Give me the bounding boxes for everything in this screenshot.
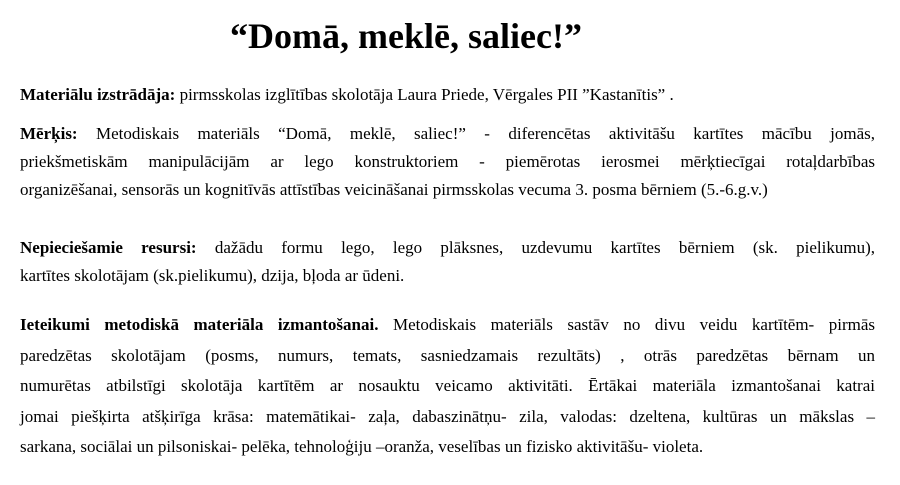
goal-line-3: organizēšanai, sensorās un kognitīvās attīstības veicināšanai pirmsskolas vecuma 3. posma bērniem (5.-6.g.v.) xyxy=(20,180,768,199)
recommendations-label: Ieteikumi metodiskā materiāla izmantošanai. xyxy=(20,315,379,334)
goal-label: Mērķis: xyxy=(20,124,78,143)
recommendations-line-3: numurētas atbilstīgi skolotāja kartītēm ar nosauktu veicamo aktivitāti. Ērtākai materiāla izmantošanai katrai xyxy=(20,376,875,395)
resources-line-2: kartītes skolotājam (sk.pielikumu), dzija, bļoda ar ūdeni. xyxy=(20,266,405,285)
resources-paragraph xyxy=(20,234,875,290)
goal-text-1: Metodiskais materiāls “Domā, meklē, saliec!” - diferencētas aktivitāšu kartītes mācību jomās, xyxy=(77,124,875,143)
author-label: Materiālu izstrādāja: xyxy=(20,85,176,104)
recommendations-text-1: Metodiskais materiāls sastāv no divu veidu kartītēm- pirmās xyxy=(378,315,875,334)
recommendations-line-4: jomai piešķirta atšķirīga krāsa: matemātikai- zaļa, dabaszinātņu- zila, valodas: dzeltena, kultūras un mākslas – xyxy=(20,406,875,426)
recommendations-paragraph xyxy=(20,310,875,463)
page-title: “Domā, meklē, saliec!” xyxy=(230,16,582,56)
resources-line-1 xyxy=(20,234,875,262)
resources-text-1: dažādu formu lego, lego plāksnes, uzdevumu kartītes bērniem (sk. pielikumu), xyxy=(196,238,875,257)
recommendations-line-1 xyxy=(20,310,875,341)
author-text: pirmsskolas izglītības skolotāja Laura Priede, Vērgales PII ”Kastanītis” . xyxy=(175,85,674,104)
resources-label: Nepieciešamie resursi: xyxy=(20,238,197,257)
goal-line-1 xyxy=(20,120,875,148)
recommendations-line-5: sarkana, sociālai un pilsoniskai- pelēka, tehnoloģiju –oranža, veselības un fizisko aktivitāšu- violeta. xyxy=(20,437,704,456)
author-paragraph xyxy=(20,81,875,109)
recommendations-line-2: paredzētas skolotājam (posms, numurs, temats, sasniedzamais rezultāts) , otrās paredzētas bērnam un xyxy=(20,345,875,365)
goal-line-2: priekšmetiskām manipulācijām ar lego konstruktoriem - piemērotas ierosmei mērķtiecīgai rotaļdarbības xyxy=(20,152,875,171)
goal-paragraph xyxy=(20,120,875,204)
